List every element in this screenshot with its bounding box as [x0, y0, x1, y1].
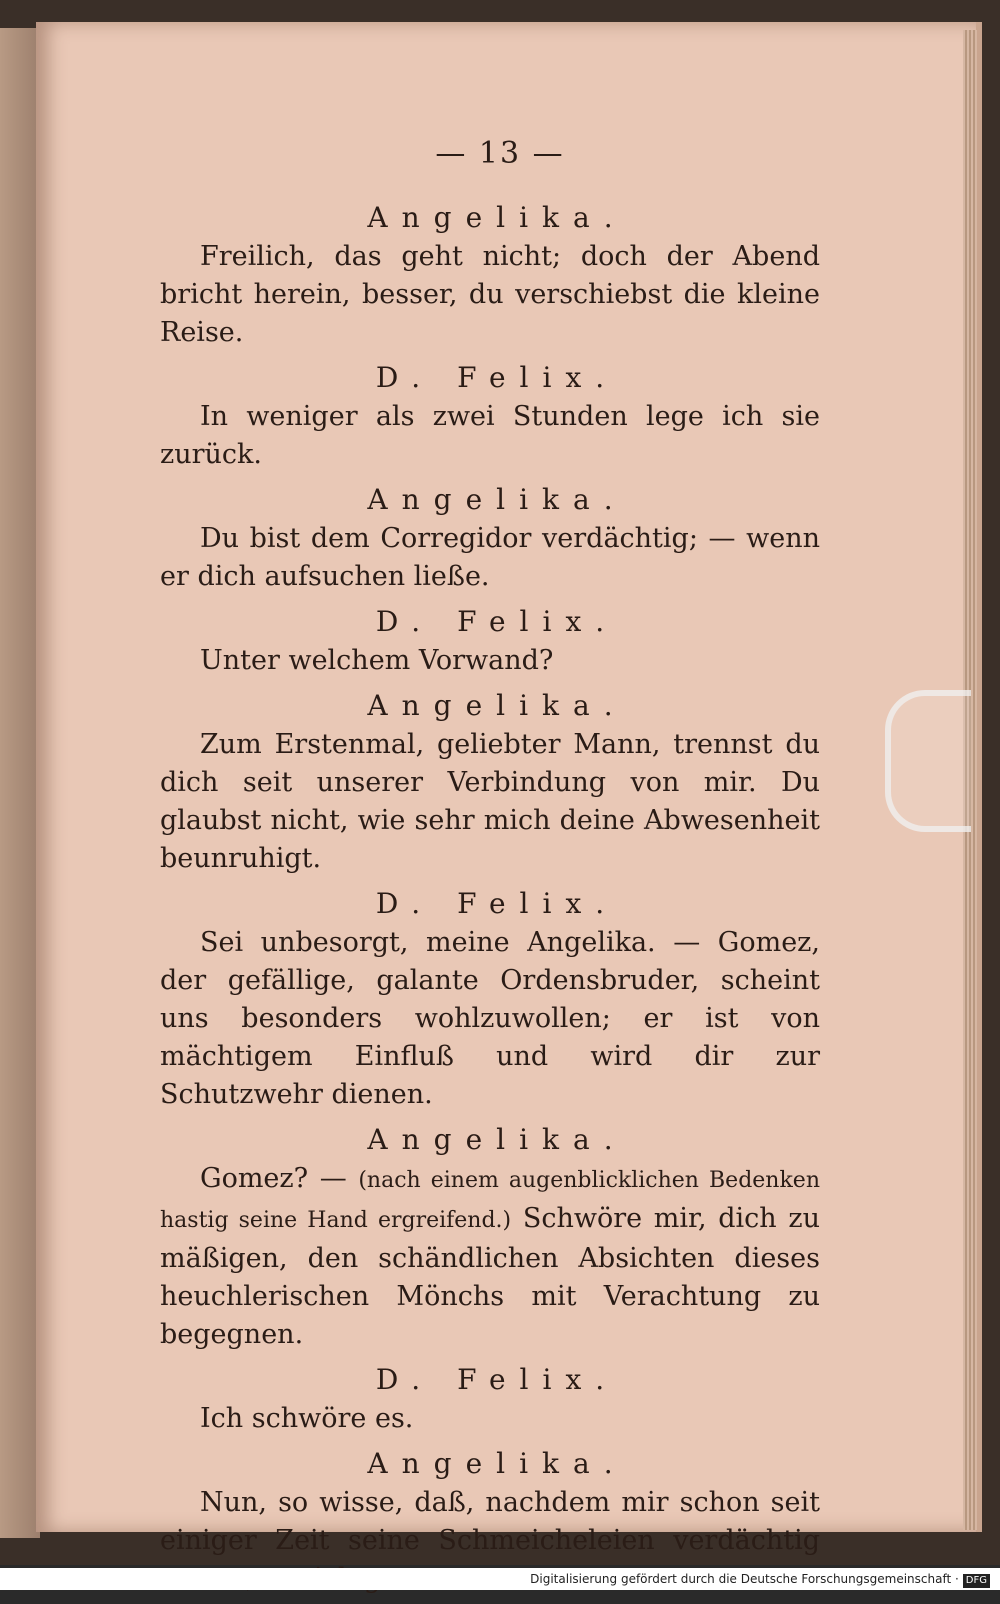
speech-paragraph: Unter welchem Vorwand? [200, 645, 554, 676]
stage-direction: (nach einem augenblicklichen Bedenken hastig seine Hand ergreifend.) [160, 1168, 820, 1233]
speech-paragraph: In weniger als zwei Stunden lege ich sie zurück. [160, 401, 820, 470]
page-number: — 13 — [435, 136, 565, 171]
speaker-label: D. Felix. [375, 887, 619, 920]
speaker-label: Angelika. [367, 483, 627, 516]
speaker-label: Angelika. [367, 1447, 627, 1480]
speech-paragraph: Zum Erstenmal, geliebter Mann, trennst du dich seit unserer Verbindung von mir. Du glaubst nicht, wie sehr mich deine Abwesenheit beunruhigt. [160, 729, 820, 874]
speech-text: Gomez? — [200, 1163, 359, 1194]
speaker-label: D. Felix. [375, 1363, 619, 1396]
speech-paragraph: Ich schwöre es. [200, 1403, 414, 1434]
footer-credit: Digitalisierung gefördert durch die Deutsche Forschungsgemeinschaft · [530, 1572, 959, 1586]
speech-paragraph: Du bist dem Corregidor verdächtig; — wenn er dich aufsuchen ließe. [160, 523, 820, 592]
speaker-label: D. Felix. [375, 605, 619, 638]
facing-page-edge [0, 28, 40, 1538]
page-clip [885, 690, 971, 832]
speech-paragraph: Sei unbesorgt, meine Angelika. — Gomez, der gefällige, galante Ordensbruder, scheint uns besonders wohlzuwollen; er ist von mächtigem Einfluß und wird dir zur Schutzwehr dienen. [160, 927, 820, 1110]
speech-paragraph: Freilich, das geht nicht; doch der Abend bricht herein, besser, du verschiebst die kleine Reise. [160, 241, 820, 348]
speech-text: Schwöre mir, dich zu mäßigen, den schändlichen Absichten dieses heuchlerischen Mönchs mit Verachtung zu begegnen. [160, 1203, 820, 1350]
speech-paragraph-with-stage-direction [160, 1160, 820, 1354]
speaker-label: Angelika. [367, 201, 627, 234]
speaker-label: Angelika. [367, 689, 627, 722]
speech-paragraph: Nun, so wisse, daß, nachdem mir schon seit einiger Zeit seine Schmeicheleien verdächtig [160, 1487, 820, 1556]
speaker-label: D. Felix. [375, 361, 619, 394]
speaker-label: Angelika. [367, 1123, 627, 1156]
dialogue-text [160, 198, 820, 1604]
dfg-logo: DFG [963, 1574, 990, 1588]
digitization-footer [0, 1568, 1000, 1590]
